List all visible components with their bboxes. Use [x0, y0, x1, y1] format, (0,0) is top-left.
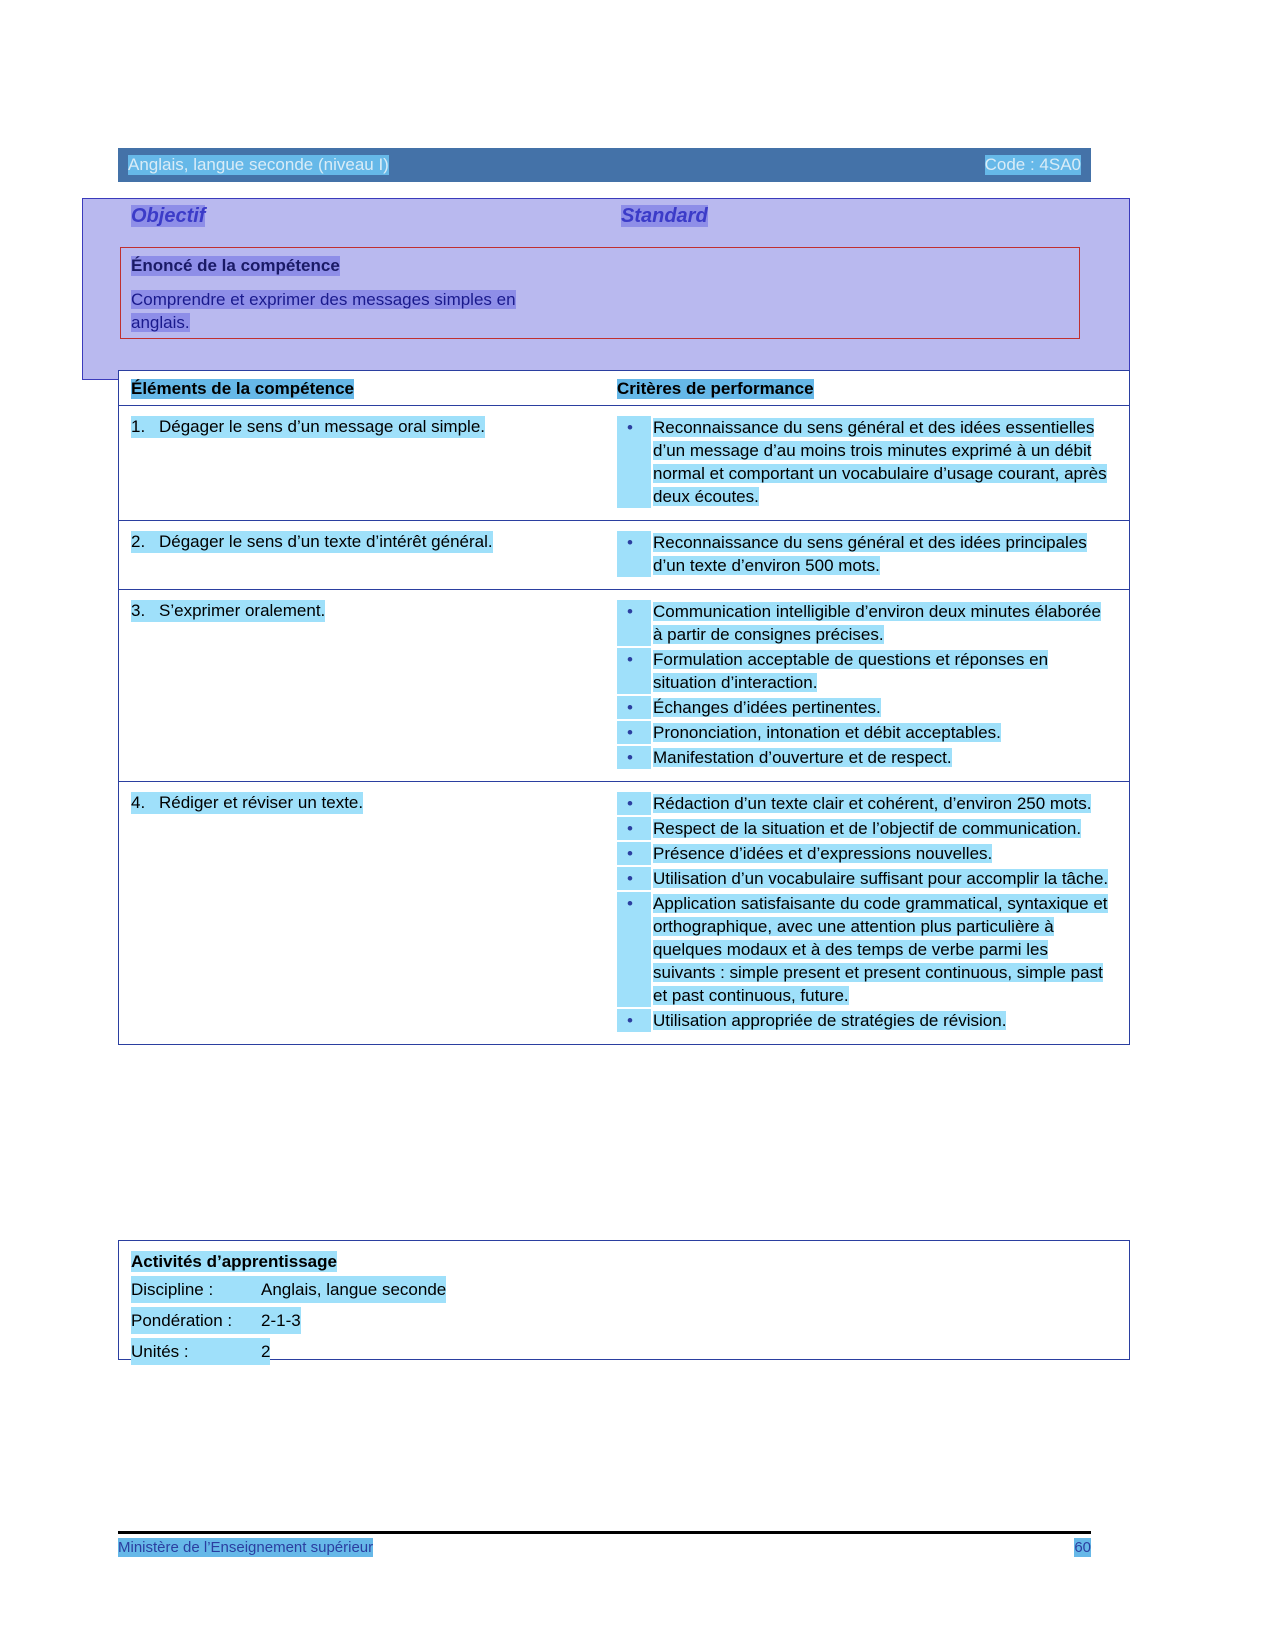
element-text: S’exprimer oralement.	[159, 601, 326, 620]
bullet-icon: •	[617, 648, 651, 694]
ponderation-value: 2-1-3	[261, 1307, 301, 1334]
criteria-cell	[609, 521, 1129, 589]
criterion-text: Présence d’idées et d’expressions nouvelles.	[653, 844, 993, 863]
criterion-text: Utilisation d’un vocabulaire suffisant pour accomplir la tâche.	[653, 869, 1109, 888]
element-text: Dégager le sens d’un texte d’intérêt général.	[159, 532, 493, 551]
bullet-icon: •	[617, 531, 651, 577]
table-row	[119, 782, 1129, 1044]
discipline-label: Discipline :	[131, 1276, 261, 1303]
bullet-icon: •	[617, 1009, 651, 1032]
criterion-item	[617, 696, 1115, 719]
page-footer	[118, 1538, 1091, 1557]
activites-title: Activités d’apprentissage	[131, 1252, 337, 1271]
element-cell	[119, 521, 609, 589]
bullet-icon: •	[617, 892, 651, 1007]
criteria-cell	[609, 406, 1129, 520]
criterion-text: Rédaction d’un texte clair et cohérent, d’environ 250 mots.	[653, 794, 1092, 813]
criterion-item	[617, 416, 1115, 508]
table-header-criteria: Critères de performance	[617, 379, 814, 398]
criterion-text: Application satisfaisante du code grammatical, syntaxique et orthographique, avec une attention plus particulière à quelques modaux et à des temps de verbe parmi les suivants : simple present et present continuous, simple past et past continuous, future.	[653, 894, 1108, 1005]
table-header-elements: Éléments de la compétence	[131, 379, 354, 398]
table-row	[119, 406, 1129, 521]
enonce-competence-text	[131, 288, 1069, 334]
element-text: Rédiger et réviser un texte.	[159, 793, 364, 812]
table-header-row	[119, 371, 1129, 406]
footer-divider	[118, 1531, 1091, 1534]
bullet-icon: •	[617, 600, 651, 646]
table-row	[119, 521, 1129, 590]
criterion-text: Communication intelligible d’environ deux minutes élaborée à partir de consignes précises.	[653, 602, 1101, 644]
activites-apprentissage-box	[118, 1240, 1130, 1360]
bullet-icon: •	[617, 792, 651, 815]
element-cell	[119, 590, 609, 781]
enonce-line-1: Comprendre et exprimer des messages simples en	[131, 290, 516, 309]
element-number: 3.	[131, 600, 159, 622]
criterion-item	[617, 817, 1115, 840]
criterion-text: Utilisation appropriée de stratégies de révision.	[653, 1011, 1007, 1030]
standard-heading: Standard	[621, 205, 708, 227]
element-text: Dégager le sens d’un message oral simple.	[159, 417, 486, 436]
criterion-text: Reconnaissance du sens général et des idées essentielles d’un message d’au moins trois minutes exprimé à un débit normal et comportant un vocabulaire d’usage courant, après deux écoutes.	[653, 418, 1107, 506]
header-course-code: Code : 4SA0	[984, 155, 1081, 174]
criterion-text: Respect de la situation et de l’objectif de communication.	[653, 819, 1082, 838]
bullet-icon: •	[617, 696, 651, 719]
activites-line	[131, 1307, 1117, 1334]
element-number: 4.	[131, 792, 159, 814]
bullet-icon: •	[617, 416, 651, 508]
criterion-text: Prononciation, intonation et débit acceptables.	[653, 723, 1001, 742]
element-cell	[119, 782, 609, 1044]
ponderation-label: Pondération :	[131, 1307, 261, 1334]
criterion-item	[617, 531, 1115, 577]
criterion-text: Échanges d’idées pertinentes.	[653, 698, 881, 717]
footer-ministry: Ministère de l’Enseignement supérieur	[118, 1539, 374, 1556]
criterion-item	[617, 721, 1115, 744]
criterion-item	[617, 842, 1115, 865]
criterion-item	[617, 648, 1115, 694]
criterion-item	[617, 792, 1115, 815]
criteria-cell	[609, 590, 1129, 781]
objectif-heading: Objectif	[131, 205, 206, 227]
activites-line	[131, 1338, 1117, 1365]
unites-label: Unités :	[131, 1338, 261, 1365]
objectif-standard-band	[82, 198, 1130, 380]
page-header-bar	[118, 148, 1091, 182]
competence-table	[118, 370, 1130, 1045]
bullet-icon: •	[617, 867, 651, 890]
bullet-icon: •	[617, 817, 651, 840]
criterion-item	[617, 600, 1115, 646]
element-number: 2.	[131, 531, 159, 553]
bullet-icon: •	[617, 842, 651, 865]
criterion-text: Manifestation d’ouverture et de respect.	[653, 748, 952, 767]
bullet-icon: •	[617, 721, 651, 744]
enonce-competence-title: Énoncé de la compétence	[131, 256, 340, 275]
criterion-text: Reconnaissance du sens général et des idées principales d’un texte d’environ 500 mots.	[653, 533, 1087, 575]
enonce-line-2: anglais.	[131, 313, 190, 332]
header-course-title: Anglais, langue seconde (niveau I)	[128, 155, 389, 174]
footer-page-number: 60	[1074, 1539, 1091, 1556]
unites-value: 2	[261, 1338, 270, 1365]
element-cell	[119, 406, 609, 520]
criterion-item	[617, 1009, 1115, 1032]
band-titles	[131, 205, 1091, 228]
criterion-item	[617, 892, 1115, 1007]
criteria-cell	[609, 782, 1129, 1044]
bullet-icon: •	[617, 746, 651, 769]
criterion-text: Formulation acceptable de questions et réponses en situation d’interaction.	[653, 650, 1049, 692]
criterion-item	[617, 867, 1115, 890]
table-row	[119, 590, 1129, 782]
discipline-value: Anglais, langue seconde	[261, 1276, 446, 1303]
enonce-competence-box	[120, 247, 1080, 339]
activites-line	[131, 1276, 1117, 1303]
criterion-item	[617, 746, 1115, 769]
element-number: 1.	[131, 416, 159, 438]
